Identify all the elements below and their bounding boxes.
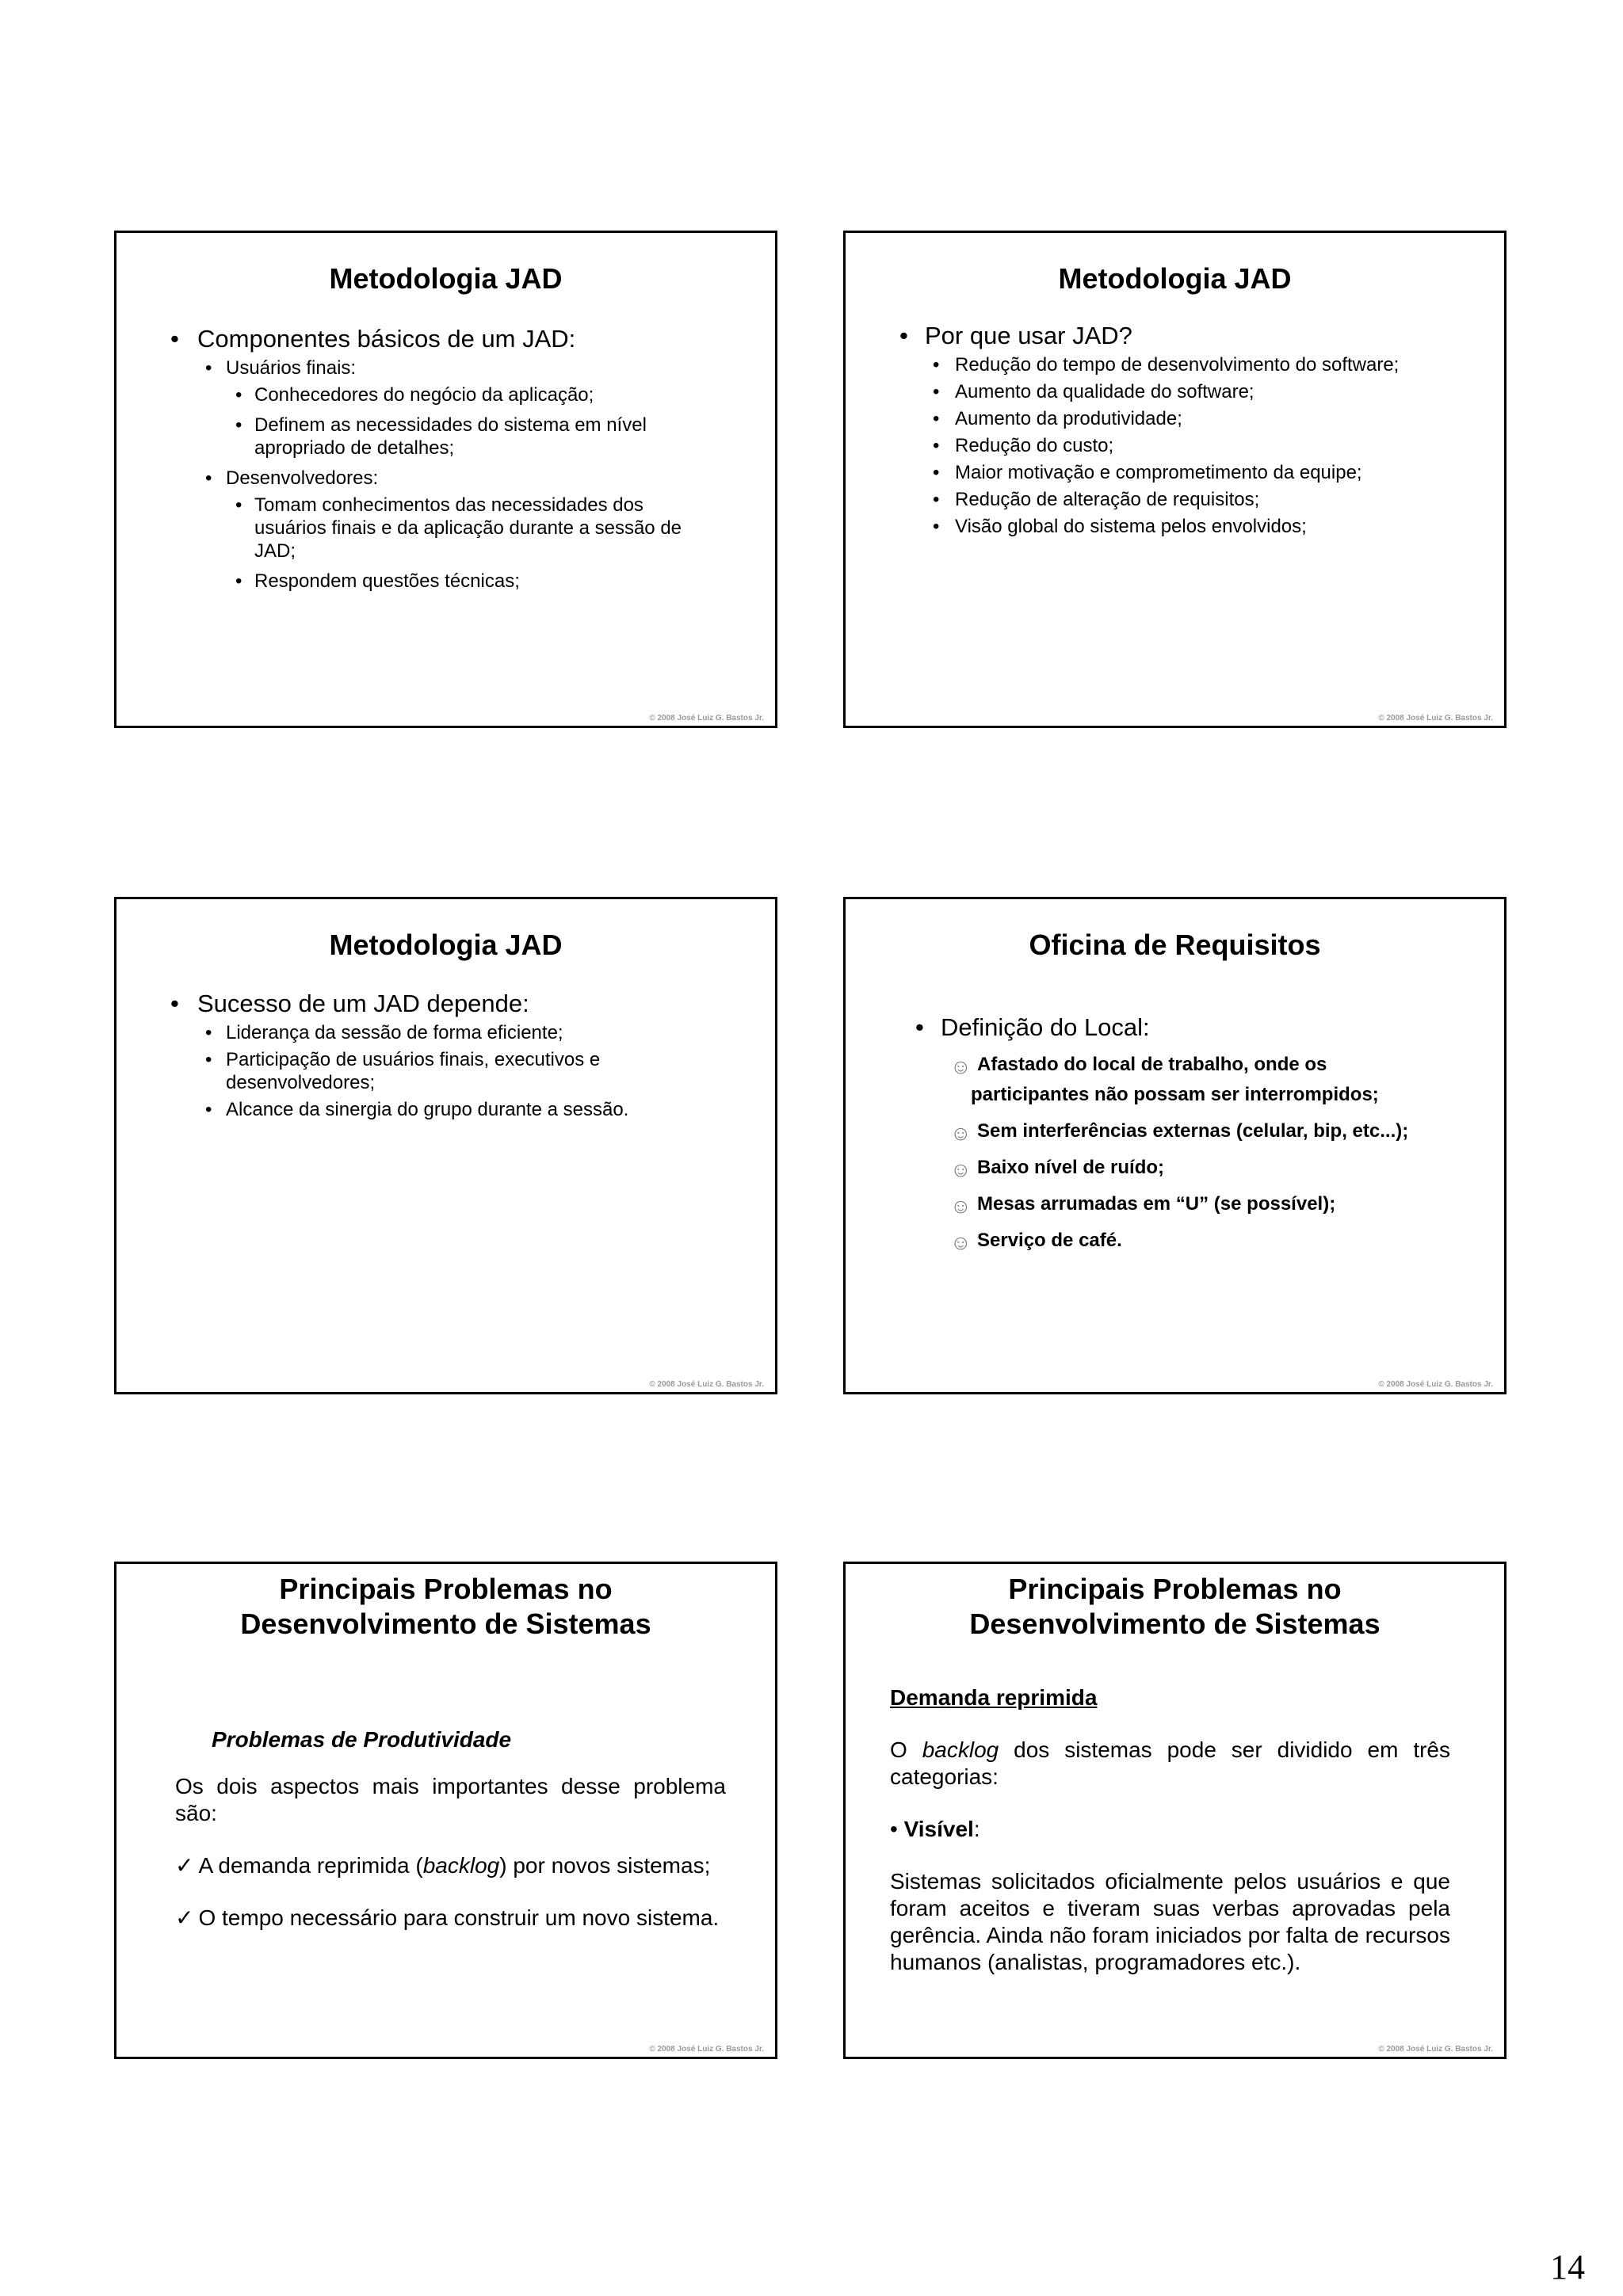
bullet-level3: • Respondem questões técnicas; (235, 570, 520, 592)
slide-title: Metodologia JAD (329, 262, 563, 295)
slide-content (116, 990, 775, 1125)
bullet-level2: • Desenvolvedores: (205, 467, 379, 489)
list-item: ☺ Baixo nível de ruído; (846, 1153, 1504, 1183)
list-item: ☺ Sem interferências externas (celular, bip, etc...); (846, 1116, 1504, 1146)
section-subheading: Problemas de Produtividade (212, 1727, 512, 1752)
slide-title: Principais Problemas no Desenvolvimento de Sistemas (240, 1573, 651, 1640)
bullet-level2: • Maior motivação e comprometimento da equipe; (933, 462, 1362, 483)
bullet-level2: • Liderança da sessão de forma eficiente; (205, 1022, 563, 1043)
section-subheading: Demanda reprimida (890, 1685, 1098, 1710)
bullet-item: • Visível: (890, 1817, 980, 1841)
list-item: ☺ Serviço de café. (846, 1226, 1504, 1256)
bullet-level1: • Sucesso de um JAD depende: (170, 990, 529, 1017)
list-item: ☺ Afastado do local de trabalho, onde os participantes não possam ser interrompidos; (846, 1050, 1504, 1110)
copyright-footer: © 2008 José Luiz G. Bastos Jr. (1378, 1380, 1493, 1389)
bullet-level1: • Por que usar JAD? (899, 322, 1132, 349)
check-item: ✓ O tempo necessário para construir um novo sistema. (175, 1905, 720, 1930)
bullet-level3: • Definem as necessidades do sistema em nível apropriado de detalhes; (235, 414, 647, 459)
slide-4 (843, 897, 1507, 1394)
bullet-level2: • Participação de usuários finais, executivos e desenvolvedores; (205, 1049, 601, 1093)
slide-title: Metodologia JAD (1058, 262, 1292, 295)
slide-content (846, 322, 1504, 542)
bullet-level2: • Aumento da qualidade do software; (933, 381, 1254, 402)
bullet-level3: • Conhecedores do negócio da aplicação; (235, 384, 594, 406)
slide-2 (843, 231, 1507, 728)
slide-title: Oficina de Requisitos (1029, 929, 1321, 961)
slide-1 (114, 231, 777, 728)
bullet-level2: • Usuários finais: (205, 357, 357, 379)
checkmark-icon: ✓ (175, 1853, 194, 1878)
slide-content (116, 1727, 775, 1932)
bullet-level3: • Tomam conhecimentos das necessidades dos usuários finais e da aplicação durante a sessão de JAD; (235, 494, 682, 562)
bullet-level2: • Visão global do sistema pelos envolvidos; (933, 516, 1307, 537)
intro-paragraph: Os dois aspectos mais importantes desse problema são: (175, 1774, 726, 1825)
bullet-level1: • Definição do Local: (915, 1013, 1150, 1041)
slide-content (846, 1684, 1504, 1976)
slide-title: Metodologia JAD (329, 929, 563, 961)
page-number: 14 (1550, 2248, 1585, 2286)
copyright-footer: © 2008 José Luiz G. Bastos Jr. (1378, 714, 1493, 723)
check-item: ✓ A demanda reprimida (backlog) por novos sistemas; (175, 1853, 711, 1878)
bullet-level2: • Redução do custo; (933, 435, 1114, 456)
copyright-footer: © 2008 José Luiz G. Bastos Jr. (1378, 2045, 1493, 2054)
paragraph: O backlog dos sistemas pode ser dividido em três categorias: (890, 1737, 1450, 1789)
slide-title: Principais Problemas no Desenvolvimento de Sistemas (969, 1573, 1381, 1640)
bullet-level2: • Alcance da sinergia do grupo durante a sessão. (205, 1099, 629, 1120)
smiley-icon: ☺ (950, 1121, 972, 1145)
copyright-footer: © 2008 José Luiz G. Bastos Jr. (649, 1380, 764, 1389)
smiley-icon: ☺ (950, 1055, 972, 1078)
slide-3 (114, 897, 777, 1394)
smiley-icon: ☺ (950, 1230, 972, 1254)
bullet-level1: • Componentes básicos de um JAD: (170, 325, 576, 353)
slide-content (116, 325, 775, 600)
paragraph: Sistemas solicitados oficialmente pelos usuários e que foram aceitos e tiveram suas verbas aprovadas pela gerência. Ainda não foram iniciados por falta de recursos humanos (analistas, programadores etc.). (890, 1869, 1450, 1974)
slide-6 (843, 1562, 1507, 2059)
slide-content (846, 1013, 1504, 1262)
copyright-footer: © 2008 José Luiz G. Bastos Jr. (649, 2045, 764, 2054)
bullet-level2: • Aumento da produtividade; (933, 408, 1182, 429)
smiley-icon: ☺ (950, 1158, 972, 1181)
bullet-level2: • Redução do tempo de desenvolvimento do software; (933, 354, 1400, 376)
smiley-icon: ☺ (950, 1194, 972, 1218)
copyright-footer: © 2008 José Luiz G. Bastos Jr. (649, 714, 764, 723)
checkmark-icon: ✓ (175, 1905, 194, 1930)
slide-5 (114, 1562, 777, 2059)
list-item: ☺ Mesas arrumadas em “U” (se possível); (846, 1189, 1504, 1219)
bullet-level2: • Redução de alteração de requisitos; (933, 489, 1260, 510)
